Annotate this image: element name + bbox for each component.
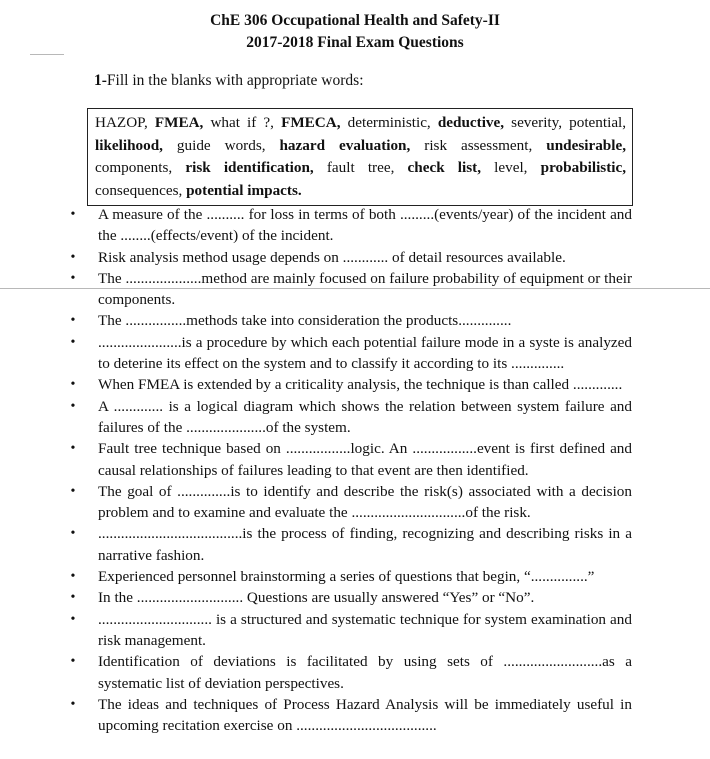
exam-subtitle: 2017-2018 Final Exam Questions: [246, 34, 464, 51]
question-item: [66, 247, 632, 268]
question-text: Risk analysis method usage depends on ............ of detail resources available.: [98, 248, 566, 266]
question-item: [66, 396, 632, 439]
word-bank-term: consequences,: [95, 181, 183, 199]
bullet-icon: •: [70, 569, 76, 585]
word-bank-term: deductive,: [437, 114, 505, 131]
question-text: When FMEA is extended by a criticality analysis, the technique is than called .............: [98, 376, 623, 394]
question-item: [66, 332, 632, 375]
bullet-icon: •: [70, 398, 76, 414]
bullet-icon: •: [70, 441, 76, 457]
word-bank-term: severity,: [511, 114, 563, 131]
bullet-icon: •: [70, 590, 76, 606]
word-bank-term: what if ?,: [210, 114, 274, 131]
word-bank-term: undesirable,: [546, 136, 626, 154]
word-bank-term: fault tree,: [326, 159, 395, 176]
bullet-icon: •: [70, 377, 76, 393]
exam-header: [0, 10, 710, 54]
question-item: [66, 438, 632, 481]
question-item: [66, 481, 632, 524]
question-item: [66, 374, 632, 395]
word-bank-term: check list,: [407, 159, 482, 176]
section-instruction: Fill in the blanks with appropriate words:: [106, 72, 364, 89]
word-bank-term: potential impacts.: [186, 181, 302, 199]
word-bank-term: FMECA,: [281, 114, 341, 131]
word-bank-term: deterministic,: [347, 114, 431, 131]
question-text: Experienced personnel brainstorming a series of questions that begin, “...............”: [98, 568, 595, 586]
question-text: The ideas and techniques of Process Hazard Analysis will be immediately useful in upcoming recitation exercise on .....................................: [98, 695, 632, 735]
margin-mark-line: [30, 54, 64, 55]
question-item: [66, 651, 632, 694]
question-text: .............................. is a structured and systematic technique for system examination and risk management.: [98, 610, 632, 649]
question-text: A ............. is a logical diagram which shows the relation between system failure and failures of the .....................of the system.: [98, 397, 632, 436]
bullet-icon: •: [70, 654, 76, 670]
bullet-icon: •: [70, 611, 76, 627]
bullet-icon: •: [70, 696, 76, 712]
question-text: A measure of the .......... for loss in terms of both .........(events/year) of the incident and the ........(effects/event) of the incident.: [98, 206, 632, 245]
question-item: [66, 694, 632, 737]
word-bank-term: components,: [95, 159, 173, 176]
bullet-icon: •: [70, 313, 76, 329]
section-heading: [94, 72, 364, 90]
word-bank-term: likelihood,: [95, 136, 163, 154]
question-item: [66, 523, 632, 566]
word-bank-term: FMEA,: [154, 114, 204, 131]
word-bank-box: [87, 108, 633, 206]
word-bank-term: potential,: [569, 114, 627, 131]
word-bank-term: hazard evaluation,: [279, 136, 411, 154]
word-bank-term: guide words,: [176, 136, 266, 154]
question-text: ......................is a procedure by which each potential failure mode in a syste is analyzed to deterine its effect on the system and to classify it according to its ..............: [98, 333, 632, 373]
bullet-icon: •: [70, 270, 76, 286]
question-text: ......................................is the process of finding, recognizing and describing risks in a narrative fashion.: [98, 525, 632, 564]
question-text: Identification of deviations is facilitated by using sets of ..........................as a systematic list of deviation perspectives.: [98, 653, 632, 692]
question-list: [66, 204, 632, 736]
word-bank-term: level,: [494, 159, 528, 176]
word-bank-term: risk identification,: [185, 159, 314, 176]
question-text: The goal of ..............is to identify and describe the risk(s) associated with a decision problem and to examine and evaluate the ..............................of the risk.: [98, 482, 632, 522]
question-item: [66, 609, 632, 652]
bullet-icon: •: [70, 483, 76, 499]
bullet-icon: •: [70, 334, 76, 350]
word-bank-term: risk assessment,: [424, 136, 533, 154]
word-bank-term: probabilistic,: [540, 159, 627, 176]
question-item: [66, 566, 632, 587]
question-item: [66, 310, 632, 331]
bullet-icon: •: [70, 249, 76, 265]
bullet-icon: •: [70, 207, 76, 222]
question-text: In the ............................ Questions are usually answered “Yes” or “No”.: [98, 589, 535, 607]
course-title: ChE 306 Occupational Health and Safety-II: [210, 12, 500, 29]
question-item: [66, 268, 632, 311]
question-text: The ................methods take into consideration the products..............: [98, 312, 512, 330]
section-number: 1-: [94, 72, 107, 89]
question-text: Fault tree technique based on .................logic. An .................event is first defined and causal relationships of failures leading to that event are then identified.: [98, 440, 632, 479]
question-item: [66, 204, 632, 247]
bullet-icon: •: [70, 526, 76, 542]
question-item: [66, 587, 632, 608]
word-bank-term: HAZOP,: [95, 114, 148, 131]
question-text: The ....................method are mainly focused on failure probability of equipment or their components.: [98, 269, 632, 309]
